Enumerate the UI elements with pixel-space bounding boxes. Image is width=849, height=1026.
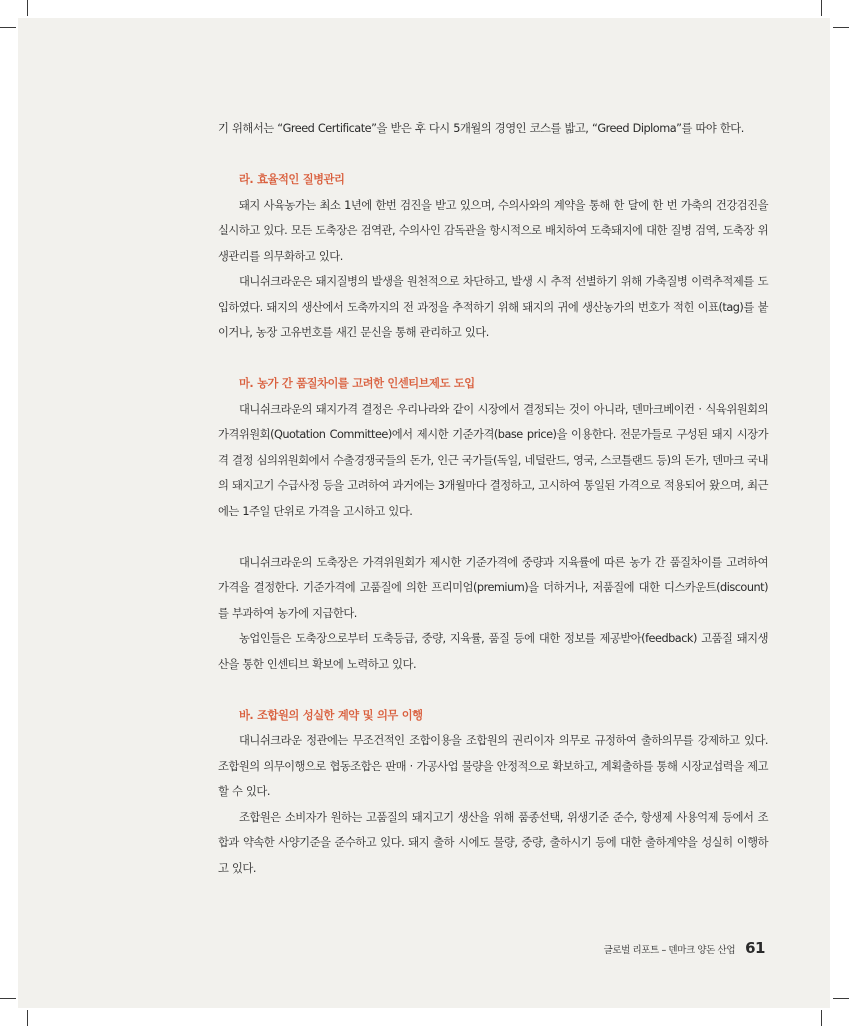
crop-mark — [27, 0, 28, 16]
crop-mark — [821, 1010, 822, 1026]
paragraph: 대니쉬크라운의 돼지가격 결정은 우리나라와 같이 시장에서 결정되는 것이 아니라, 덴마크베이컨 · 식육위원회의 가격위원회(Quotation Committee)에서 제시한 기준가격(base price)을 이용한다. 전문가들로 구성된 돼지 시장가격 결정 심의위원회에서 수출경쟁국들의 돈가, 인근 국가들(독일, 네덜란드, 영국, 스코틀랜드 등)의 돈가, 덴마크 국내의 돼지고기 수급사정 등을 고려하여 과거에는 3개월마다 결정하고, 고시하여 통일된 가격으로 적용되어 왔으며, 최근에는 1주일 단위로 가격을 고시하고 있다. — [218, 402, 768, 518]
page-footer — [604, 939, 765, 957]
crop-mark — [0, 27, 16, 28]
crop-mark — [27, 1010, 28, 1026]
paragraph-gap — [218, 142, 768, 168]
body-text — [218, 116, 768, 881]
paragraph: 대니쉬크라운 정관에는 무조건적인 조합이용을 조합원의 권리이자 의무로 규정하여 출하의무를 강제하고 있다. 조합원의 의무이행으로 협동조합은 판매 · 가공사업 물량을 안정적으로 확보하고, 계획출하를 통해 시장교섭력을 제고할 수 있다. — [218, 734, 768, 798]
paragraph-gap — [218, 677, 768, 703]
crop-mark — [821, 0, 822, 16]
paragraph: 조합원은 소비자가 원하는 고품질의 돼지고기 생산을 위해 품종선택, 위생기준 준수, 항생제 사용억제 등에서 조합과 약속한 사양기준을 준수하고 있다. 돼지 출하 시에도 물량, 중량, 출하시기 등에 대한 출하계약을 성실히 이행하고 있다. — [218, 810, 768, 875]
crop-mark — [833, 27, 849, 28]
crop-mark — [0, 998, 16, 999]
section-heading: 라. 효율적인 질병관리 — [239, 173, 345, 186]
page-number: 61 — [745, 939, 765, 957]
footer-label: 글로벌 리포트 – 덴마크 양돈 산업 — [603, 945, 736, 956]
crop-mark — [833, 998, 849, 999]
section-heading: 바. 조합원의 성실한 계약 및 의무 이행 — [239, 708, 423, 722]
paragraph: 돼지 사육농가는 최소 1년에 한번 검진을 받고 있으며, 수의사와의 계약을 통해 한 달에 한 번 가축의 건강검진을 실시하고 있다. 모든 도축장은 검역관, 수의사인 감독관을 항시적으로 배치하여 도축돼지에 대한 질병 검역, 도축장 위생관리를 의무화하고 있다. — [218, 198, 768, 263]
section-heading: 마. 농가 간 품질차이를 고려한 인센티브제도 도입 — [239, 377, 475, 390]
paragraph-gap — [218, 346, 768, 372]
paragraph: 농업인들은 도축장으로부터 도축등급, 중량, 지육률, 품질 등에 대한 정보를 제공받아(feedback) 고품질 돼지생산을 통한 인센티브 확보에 노력하고 있다. — [218, 632, 768, 671]
paragraph-gap — [218, 524, 768, 550]
paragraph: 대니쉬크라운의 도축장은 가격위원회가 제시한 기준가격에 중량과 지육률에 따른 농가 간 품질차이를 고려하여 가격을 결정한다. 기준가격에 고품질에 의한 프리미엄(premium)을 더하거나, 저품질에 대한 디스카운트(discount)를 부과하여 농가에 지급한다. — [218, 555, 768, 620]
paragraph: 기 위해서는 “Greed Certificate”을 받은 후 다시 5개월의 경영인 코스를 밟고, “Greed Diploma”를 따야 한다. — [218, 122, 744, 135]
paragraph: 대니쉬크라운은 돼지질병의 발생을 원천적으로 차단하고, 발생 시 추적 선별하기 위해 가축질병 이력추적제를 도입하였다. 돼지의 생산에서 도축까지의 전 과정을 추적하기 위해 돼지의 귀에 생산농가의 번호가 적힌 이표(tag)를 붙이거나, 농장 고유번호를 새긴 문신을 통해 관리하고 있다. — [218, 275, 768, 339]
